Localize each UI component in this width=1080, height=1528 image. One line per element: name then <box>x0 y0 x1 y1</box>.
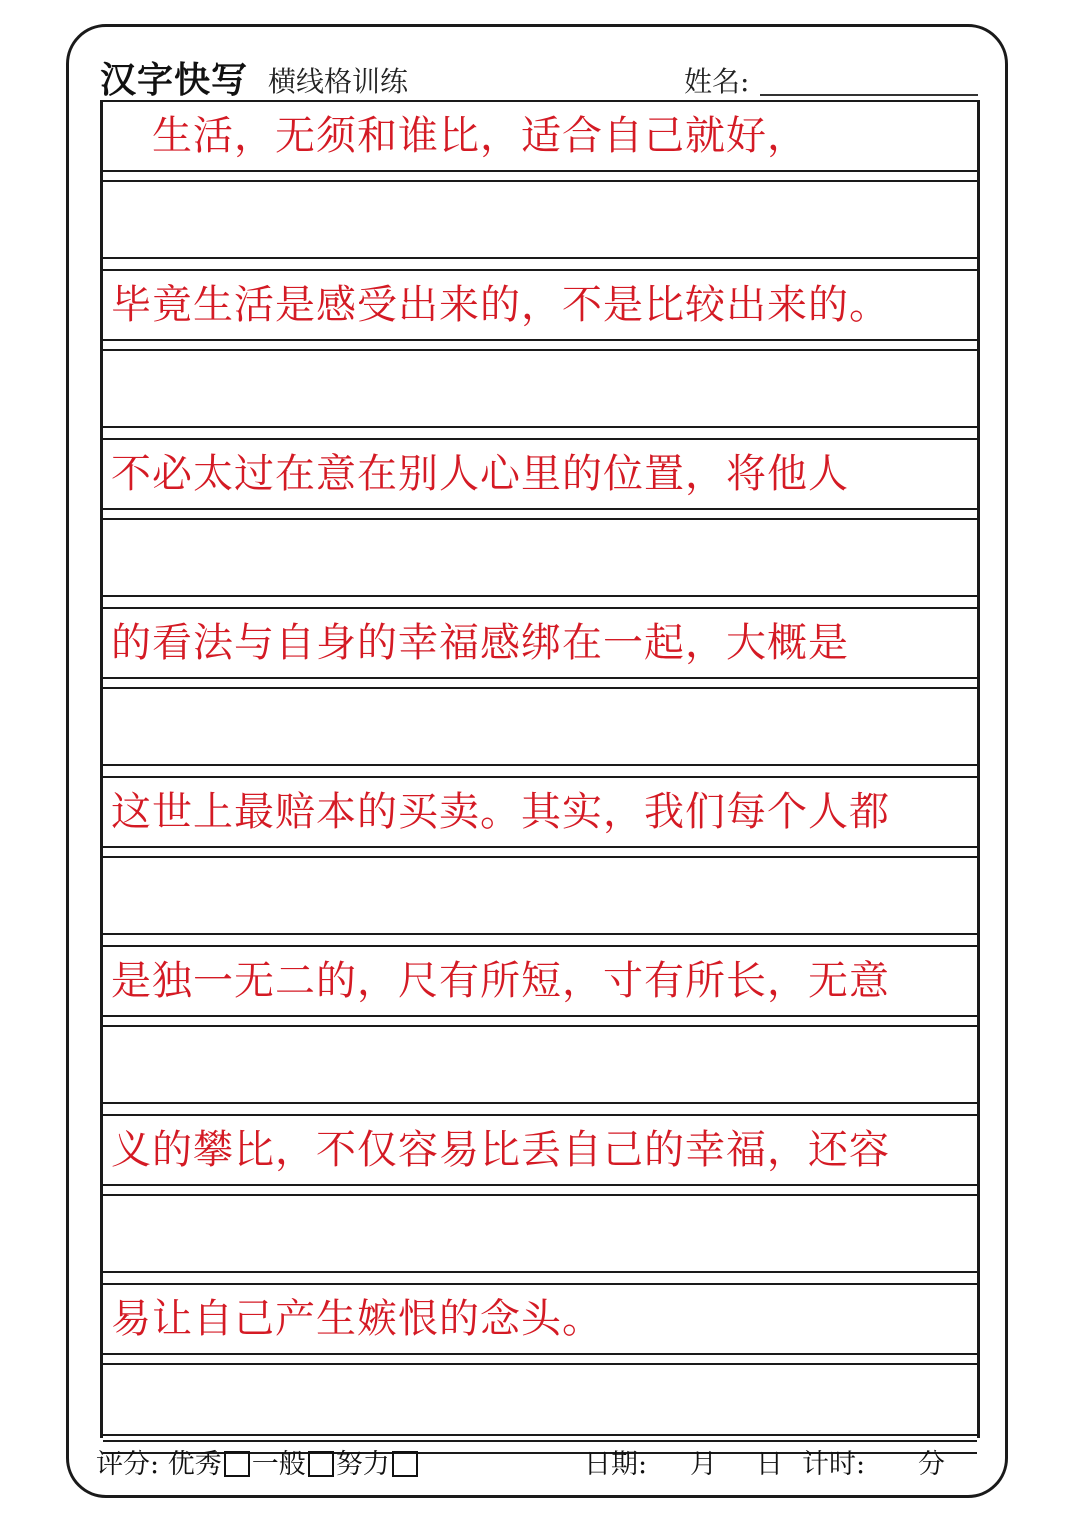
timer-label: 计时: <box>802 1449 866 1480</box>
rule-line <box>103 595 977 597</box>
handwriting-row: 不必太过在意在别人心里的位置，将他人 <box>111 451 849 497</box>
rule-line <box>103 508 977 510</box>
rule-line <box>103 349 977 351</box>
rule-line <box>103 1271 977 1273</box>
rule-line <box>103 1353 977 1355</box>
rule-line <box>103 426 977 428</box>
rating-effort-checkbox[interactable] <box>392 1451 418 1477</box>
handwriting-row: 这世上最赔本的买卖。其实，我们每个人都 <box>111 789 890 835</box>
handwriting-row: 是独一无二的，尺有所短，寸有所长，无意 <box>111 958 890 1004</box>
handwriting-row: 的看法与自身的幸福感绑在一起，大概是 <box>111 620 849 666</box>
rating-excellent-label: 优秀 <box>167 1449 222 1480</box>
handwriting-row: 生活，无须和谁比，适合自己就好， <box>111 113 808 159</box>
date-label: 日期: <box>584 1449 648 1480</box>
rule-line <box>103 269 977 271</box>
rating-average-checkbox[interactable] <box>308 1451 334 1477</box>
rule-line <box>103 764 977 766</box>
rating-group <box>96 1442 420 1481</box>
rule-line <box>103 257 977 259</box>
handwriting-row: 易让自己产生嫉恨的念头。 <box>111 1296 603 1342</box>
rule-line <box>103 856 977 858</box>
rule-line <box>103 607 977 609</box>
rating-excellent-checkbox[interactable] <box>224 1451 250 1477</box>
rule-line <box>103 933 977 935</box>
handwriting-row: 义的攀比，不仅容易比丢自己的幸福，还容 <box>111 1127 890 1173</box>
rule-line <box>103 1102 977 1104</box>
rule-line <box>103 518 977 520</box>
rule-line <box>103 180 977 182</box>
minute-label: 分 <box>918 1449 945 1480</box>
rule-line <box>103 677 977 679</box>
handwriting-row: 毕竟生活是感受出来的，不是比较出来的。 <box>111 282 890 328</box>
grid-bottom-line <box>103 1434 977 1436</box>
rule-line <box>103 846 977 848</box>
sheet-footer <box>96 1440 976 1480</box>
name-field-line[interactable] <box>760 94 978 96</box>
rule-line <box>103 1025 977 1027</box>
rule-line <box>103 1363 977 1365</box>
grid-top-line <box>103 100 977 102</box>
rule-line <box>103 170 977 172</box>
sheet-title: 汉字快写 <box>100 60 249 101</box>
day-label: 日 <box>756 1449 783 1480</box>
month-label: 月 <box>690 1449 717 1480</box>
name-label: 姓名: <box>684 65 750 98</box>
rule-line <box>103 1194 977 1196</box>
rule-line <box>103 687 977 689</box>
ruled-writing-grid <box>100 100 980 1438</box>
rule-line <box>103 945 977 947</box>
rating-effort-label: 努力 <box>335 1449 390 1480</box>
rule-line <box>103 1015 977 1017</box>
rule-line <box>103 1184 977 1186</box>
sheet-subtitle: 横线格训练 <box>268 65 409 98</box>
sheet-header <box>100 50 980 100</box>
rule-line <box>103 776 977 778</box>
rating-label: 评分: <box>96 1449 160 1480</box>
rule-line <box>103 1283 977 1285</box>
rule-line <box>103 339 977 341</box>
rule-line <box>103 438 977 440</box>
rating-average-label: 一般 <box>251 1449 306 1480</box>
rule-line <box>103 1114 977 1116</box>
